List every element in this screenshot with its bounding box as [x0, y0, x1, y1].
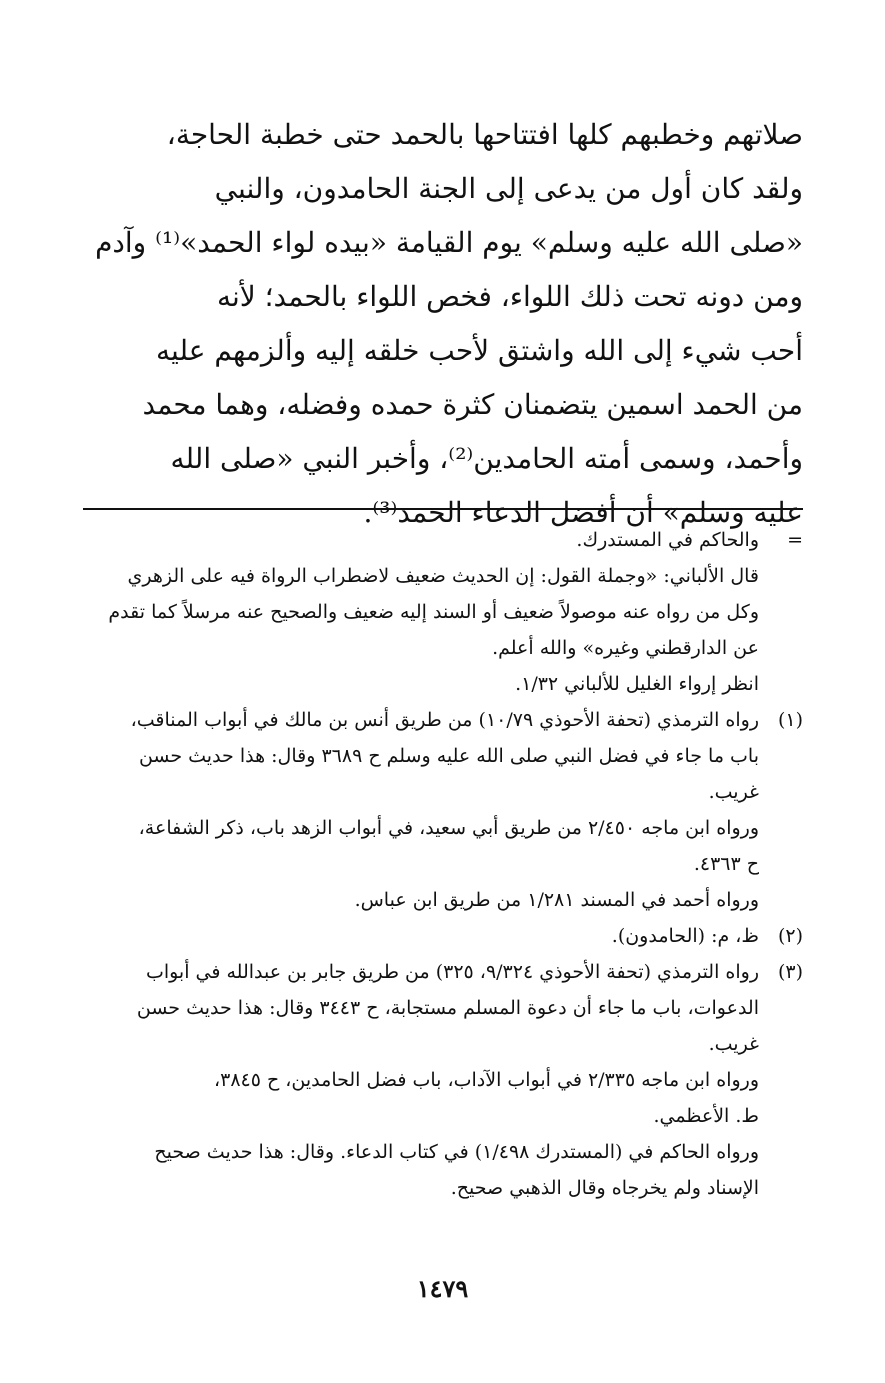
footnote-line: وكل من رواه عنه موصولاً ضعيف أو السند إليه ضعيف والصحيح عنه مرسلاً كما تقدم — [108, 601, 759, 623]
footnote-line: غريب. — [708, 781, 759, 803]
page-number: ١٤٧٩ — [416, 1274, 469, 1303]
footnote-line: ط. الأعظمي. — [653, 1105, 759, 1127]
footnote-marker: (٣) — [777, 961, 803, 983]
footnote-line: ظ، م: (الحامدون). — [611, 925, 759, 947]
main-line: من الحمد اسمين يتضمنان كثرة حمده وفضله، وهما محمد — [142, 388, 803, 421]
main-line: أحب شيء إلى الله واشتق لأحب خلقه إليه وألزمهم عليه — [155, 334, 803, 367]
footnote-line: عن الدارقطني وغيره» والله أعلم. — [492, 637, 759, 659]
footnote-marker: (١) — [777, 709, 803, 731]
footnote-line: ورواه أحمد في المسند ١/٢٨١ من طريق ابن عباس. — [354, 889, 759, 911]
footnote-line: رواه الترمذي (تحفة الأحوذي ٩/٣٢٤، ٣٢٥) من طريق جابر بن عبدالله في أبواب — [145, 961, 759, 983]
main-line: عليه وسلم» أن أفضل الدعاء الحمد⁽³⁾. — [363, 496, 803, 529]
footnote-line: رواه الترمذي (تحفة الأحوذي ١٠/٧٩) من طريق أنس بن مالك في أبواب المناقب، — [130, 709, 759, 731]
footnote-line: الإسناد ولم يخرجاه وقال الذهبي صحيح. — [450, 1177, 759, 1199]
footnote-line: قال الألباني: «وجملة القول: إن الحديث ضعيف لاضطراب الرواة فيه على الزهري — [127, 565, 759, 587]
footnotes-section — [83, 522, 803, 1206]
footnote-line: باب ما جاء في فضل النبي صلى الله عليه وسلم ح ٣٦٨٩ وقال: هذا حديث حسن — [138, 745, 759, 767]
footnote-3 — [83, 954, 803, 1206]
footnote-line: ورواه الحاكم في (المستدرك ١/٤٩٨) في كتاب الدعاء. وقال: هذا حديث صحيح — [154, 1141, 759, 1163]
footnote-line: ورواه ابن ماجه ٢/٤٥٠ من طريق أبي سعيد، في أبواب الزهد باب، ذكر الشفاعة، — [138, 817, 759, 839]
footnote-1 — [83, 702, 803, 918]
footnote-marker: (٢) — [777, 925, 803, 947]
footnote-line: انظر إرواء الغليل للألباني ١/٣٢. — [515, 673, 759, 695]
main-line: وأحمد، وسمى أمته الحامدين⁽²⁾، وأخبر النبي «صلى الله — [170, 442, 803, 475]
footnote-2 — [83, 918, 803, 954]
footnote-line: ورواه ابن ماجه ٢/٣٣٥ في أبواب الآداب، باب فضل الحامدين، ح ٣٨٤٥، — [213, 1069, 759, 1091]
footnote-line: الدعوات، باب ما جاء أن دعوة المسلم مستجابة، ح ٣٤٤٣ وقال: هذا حديث حسن — [136, 997, 759, 1019]
footnote-line: ح ٤٣٦٣. — [693, 853, 759, 875]
footnote-marker: = — [787, 529, 803, 551]
main-line: ولقد كان أول من يدعى إلى الجنة الحامدون، والنبي — [214, 172, 803, 205]
footnote-continuation — [83, 522, 803, 702]
main-line: صلاتهم وخطبهم كلها افتتاحها بالحمد حتى خطبة الحاجة، — [166, 118, 803, 151]
footnote-divider — [83, 508, 803, 510]
footnote-line: والحاكم في المستدرك. — [576, 529, 759, 551]
footnote-line: غريب. — [708, 1033, 759, 1055]
main-line: «صلى الله عليه وسلم» يوم القيامة «بيده لواء الحمد»⁽¹⁾ وآدم — [95, 226, 803, 259]
main-line: ومن دونه تحت ذلك اللواء، فخص اللواء بالحمد؛ لأنه — [216, 280, 803, 313]
main-body-text — [95, 108, 803, 540]
